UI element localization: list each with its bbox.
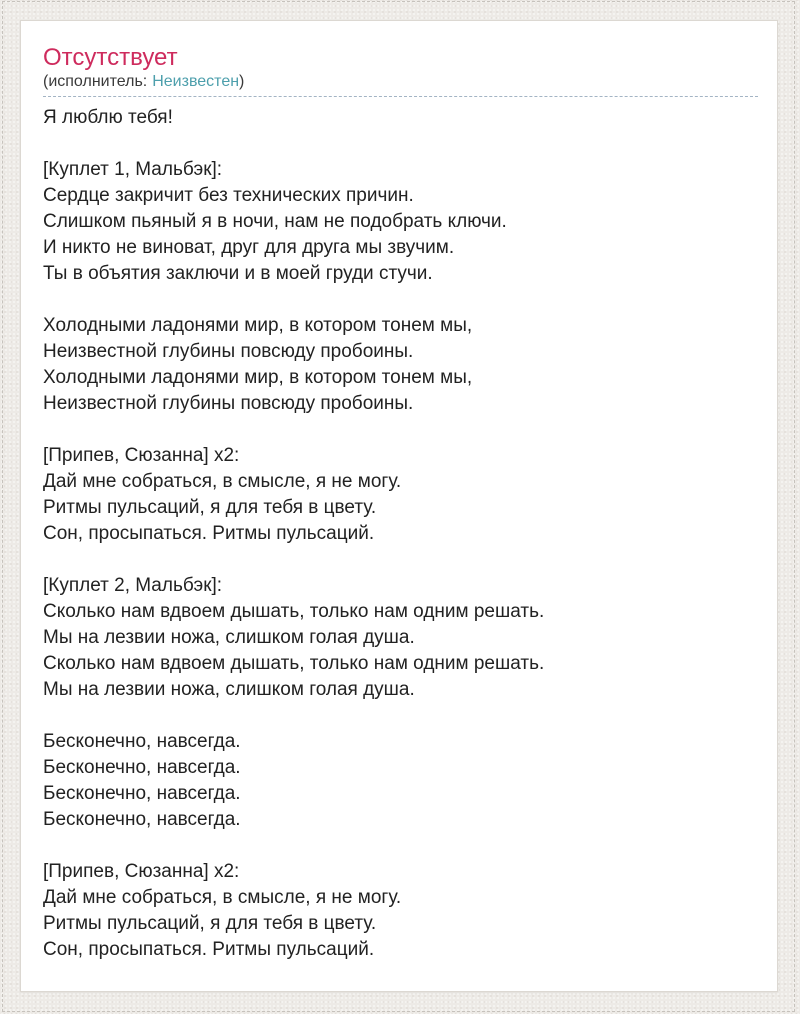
artist-suffix: ) [239,73,245,90]
lyrics-text [43,105,758,963]
lyric-line: Ритмы пульсаций, я для тебя в цвету. [43,913,377,934]
artist-link[interactable]: Неизвестен [152,73,240,90]
lyric-line: Мы на лезвии ножа, слишком голая душа. [43,627,415,648]
lyric-line: [Припев, Сюзанна] x2: [43,445,240,466]
lyric-line: Мы на лезвии ножа, слишком голая душа. [43,679,415,700]
lyric-line: Дай мне собраться, в смысле, я не могу. [43,887,402,908]
lyric-line [43,417,758,443]
song-title: Отсутствует [43,44,178,71]
lyric-line: Ритмы пульсаций, я для тебя в цвету. [43,497,377,518]
lyric-line: Сердце закричит без технических причин. [43,185,414,206]
lyrics-card [20,20,778,992]
lyric-line [43,833,758,859]
artist-label: (исполнитель: [43,73,148,90]
lyric-line: И никто не виноват, друг для друга мы звучим. [43,237,455,258]
lyric-line: Сон, просыпаться. Ритмы пульсаций. [43,939,375,960]
lyric-line [43,703,758,729]
lyric-line [43,287,758,313]
lyric-line: Ты в объятия заключи и в моей груди стучи. [43,263,433,284]
lyric-line: Бесконечно, навсегда. [43,809,241,830]
lyric-line: Бесконечно, навсегда. [43,731,241,752]
lyric-line: [Куплет 2, Мальбэк]: [43,575,223,596]
lyric-line: Слишком пьяный я в ночи, нам не подобрать ключи. [43,211,507,232]
lyric-line: Сон, просыпаться. Ритмы пульсаций. [43,523,375,544]
lyric-line: Дай мне собраться, в смысле, я не могу. [43,471,402,492]
lyric-line: Сколько нам вдвоем дышать, только нам одним решать. [43,601,545,622]
lyric-line [43,131,758,157]
lyric-line: Холодными ладонями мир, в котором тонем мы, [43,315,473,336]
lyric-line [43,547,758,573]
lyric-line: Я люблю тебя! [43,107,173,128]
song-header [43,44,758,97]
lyric-line: Холодными ладонями мир, в котором тонем мы, [43,367,473,388]
lyric-line: Бесконечно, навсегда. [43,757,241,778]
lyric-line: Неизвестной глубины повсюду пробоины. [43,341,414,362]
lyric-line: Бесконечно, навсегда. [43,783,241,804]
lyric-line: [Куплет 1, Мальбэк]: [43,159,223,180]
lyric-line: Сколько нам вдвоем дышать, только нам одним решать. [43,653,545,674]
lyric-line: Неизвестной глубины повсюду пробоины. [43,393,414,414]
lyric-line: [Припев, Сюзанна] x2: [43,861,240,882]
artist-line [43,72,758,97]
